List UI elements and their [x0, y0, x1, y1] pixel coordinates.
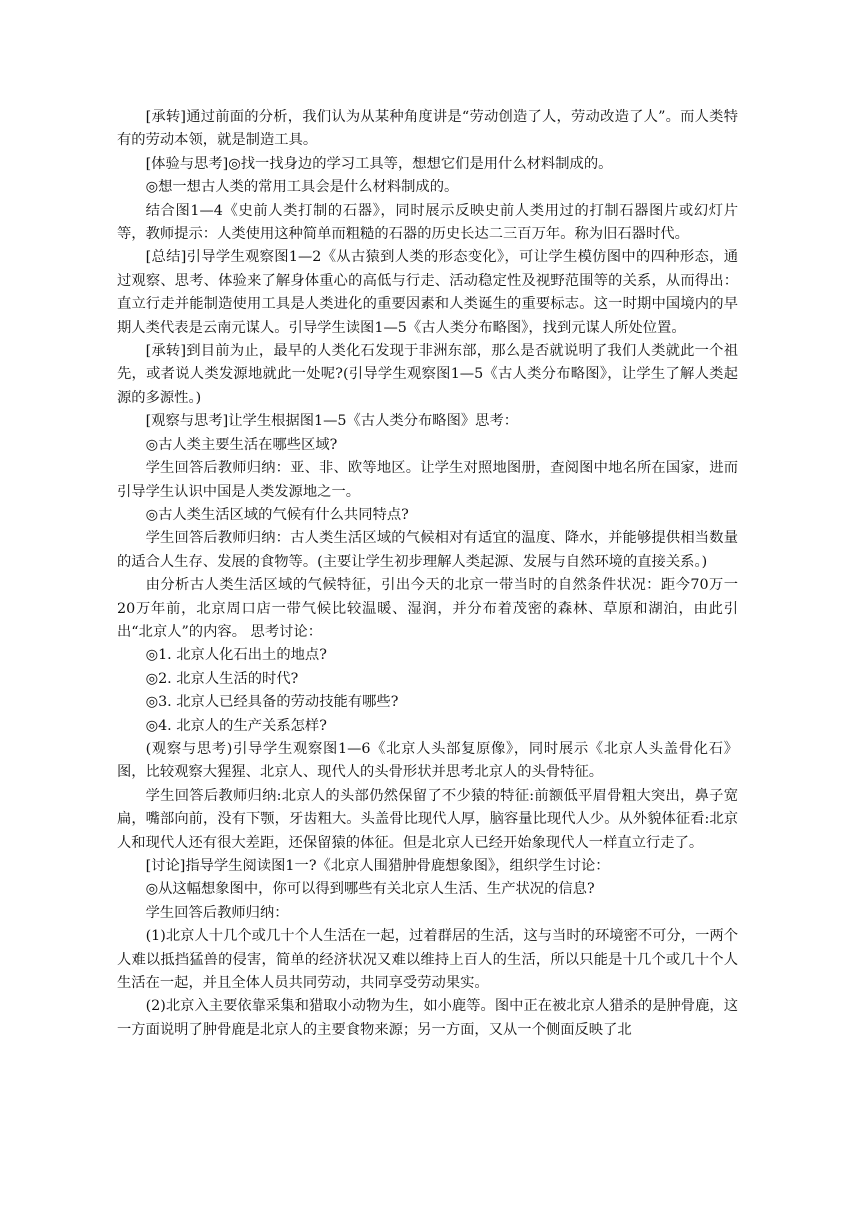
paragraph-3: ◎想一想古人类的常用工具会是什么材料制成的。 [145, 179, 459, 196]
paragraph-19: [讨论]指导学生阅读图1一?《北京人围猎肿骨鹿想象图》，组织学生讨论： [145, 858, 610, 874]
paragraph-9: 学生回答后教师归纳：亚、非、欧等地区。让学生对照地图册，查阅图中地名所在国家，进而引导学生认识中国是人类发源地之一。 [117, 460, 738, 500]
document-page [117, 106, 738, 1042]
paragraph-11: 学生回答后教师归纳：古人类生活区域的气候相对有适宜的温度、降水，并能够提供相当数量的适合人生存、发展的食物等。(主要让学生初步理解人类起源、发展与自然环境的直接关系。) [117, 530, 738, 570]
paragraph-18: 学生回答后教师归纳:北京人的头部仍然保留了不少猿的特征:前额低平眉骨粗大突出，鼻子宽扁，嘴部向前，没有下颚，牙齿粗大。头盖骨比现代人厚，脑容量比现代人少。从外貌体征看:北京人和现代人还有很大差距，还保留猿的体征。但是北京人已经开始象现代人一样直立行走了。 [117, 787, 738, 851]
paragraph-4: 结合图1—4《史前人类打制的石器》，同时展示反映史前人类用过的打制石器图片或幻灯片等，教师提示：人类使用这种简单而粗糙的石器的历史长达二三百万年。称为旧石器时代。 [117, 202, 738, 243]
paragraph-22: (1)北京人十几个或几十个人生活在一起，过着群居的生活，这与当时的环境密不可分，一两个人难以抵挡猛兽的侵害，简单的经济状况又难以维持上百人的生活，所以只能是十几个或几十个人生活在一起，并且全体人员共同劳动，共同享受劳动果实。 [117, 928, 738, 992]
paragraph-15: ◎3. 北京人已经具备的劳动技能有哪些? [145, 694, 399, 711]
paragraph-17: (观察与思考)引导学生观察图1—6《北京人头部复原像》，同时展示《北京人头盖骨化石》图，比较观察大猩猩、北京人、现代人的头骨形状并思考北京人的头骨特征。 [117, 740, 738, 781]
paragraph-1: [承转]通过前面的分析，我们认为从某种角度讲是“劳动创造了人，劳动改造了人”。而人类特有的劳动本领，就是制造工具。 [117, 109, 738, 149]
paragraph-20: ◎从这幅想象图中，你可以得到哪些有关北京人生活、生产状况的信息? [145, 881, 595, 898]
paragraph-14: ◎2. 北京人生活的时代? [145, 670, 299, 687]
paragraph-2: [体验与思考]◎找一找身边的学习工具等，想想它们是用什么材料制成的。 [145, 155, 613, 172]
paragraph-21: 学生回答后教师归纳： [145, 904, 289, 921]
paragraph-7: [观察与思考]让学生根据图1—5《古人类分布略图》思考： [145, 413, 519, 430]
paragraph-5: [总结]引导学生观察图1—2《从古猿到人类的形态变化》，可让学生模仿图中的四种形态，通过观察、思考、体验来了解身体重心的高低与行走、活动稳定性及视野范围等的关系，从而得出：直立行走并能制造使用工具是人类进化的重要因素和人类诞生的重要标志。这一时期中国境内的早期人类代表是云南元谋人。引导学生读图1—5《古人类分布略图》，找到元谋人所处位置。 [117, 249, 738, 336]
paragraph-10: ◎古人类生活区域的气候有什么共同特点? [145, 506, 409, 523]
paragraph-12: 由分析古人类生活区域的气候特征，引出今天的北京一带当时的自然条件状况：距今70万一20万年前，北京周口店一带气候比较温暖、湿润，并分布着茂密的森林、草原和湖泊，由此引出“北京人”的内容。 思考讨论： [117, 577, 738, 640]
paragraph-13: ◎1. 北京人化石出土的地点? [145, 647, 327, 664]
paragraph-16: ◎4. 北京人的生产关系怎样? [145, 717, 327, 734]
paragraph-8: ◎古人类主要生活在哪些区域? [145, 436, 338, 453]
paragraph-23: (2)北京入主要依靠采集和猎取小动物为生，如小鹿等。图中正在被北京人猎杀的是肿骨鹿，这一方面说明了肿骨鹿是北京人的主要食物来源；另一方面，又从一个侧面反映了北 [117, 998, 738, 1038]
paragraph-6: [承转]到目前为止，最早的人类化石发现于非洲东部，那么是否就说明了我们人类就此一个祖先，或者说人类发源地就此一处呢?(引导学生观察图1—5《古人类分布略图》，让学生了解人类起源的多源性。) [117, 343, 738, 406]
